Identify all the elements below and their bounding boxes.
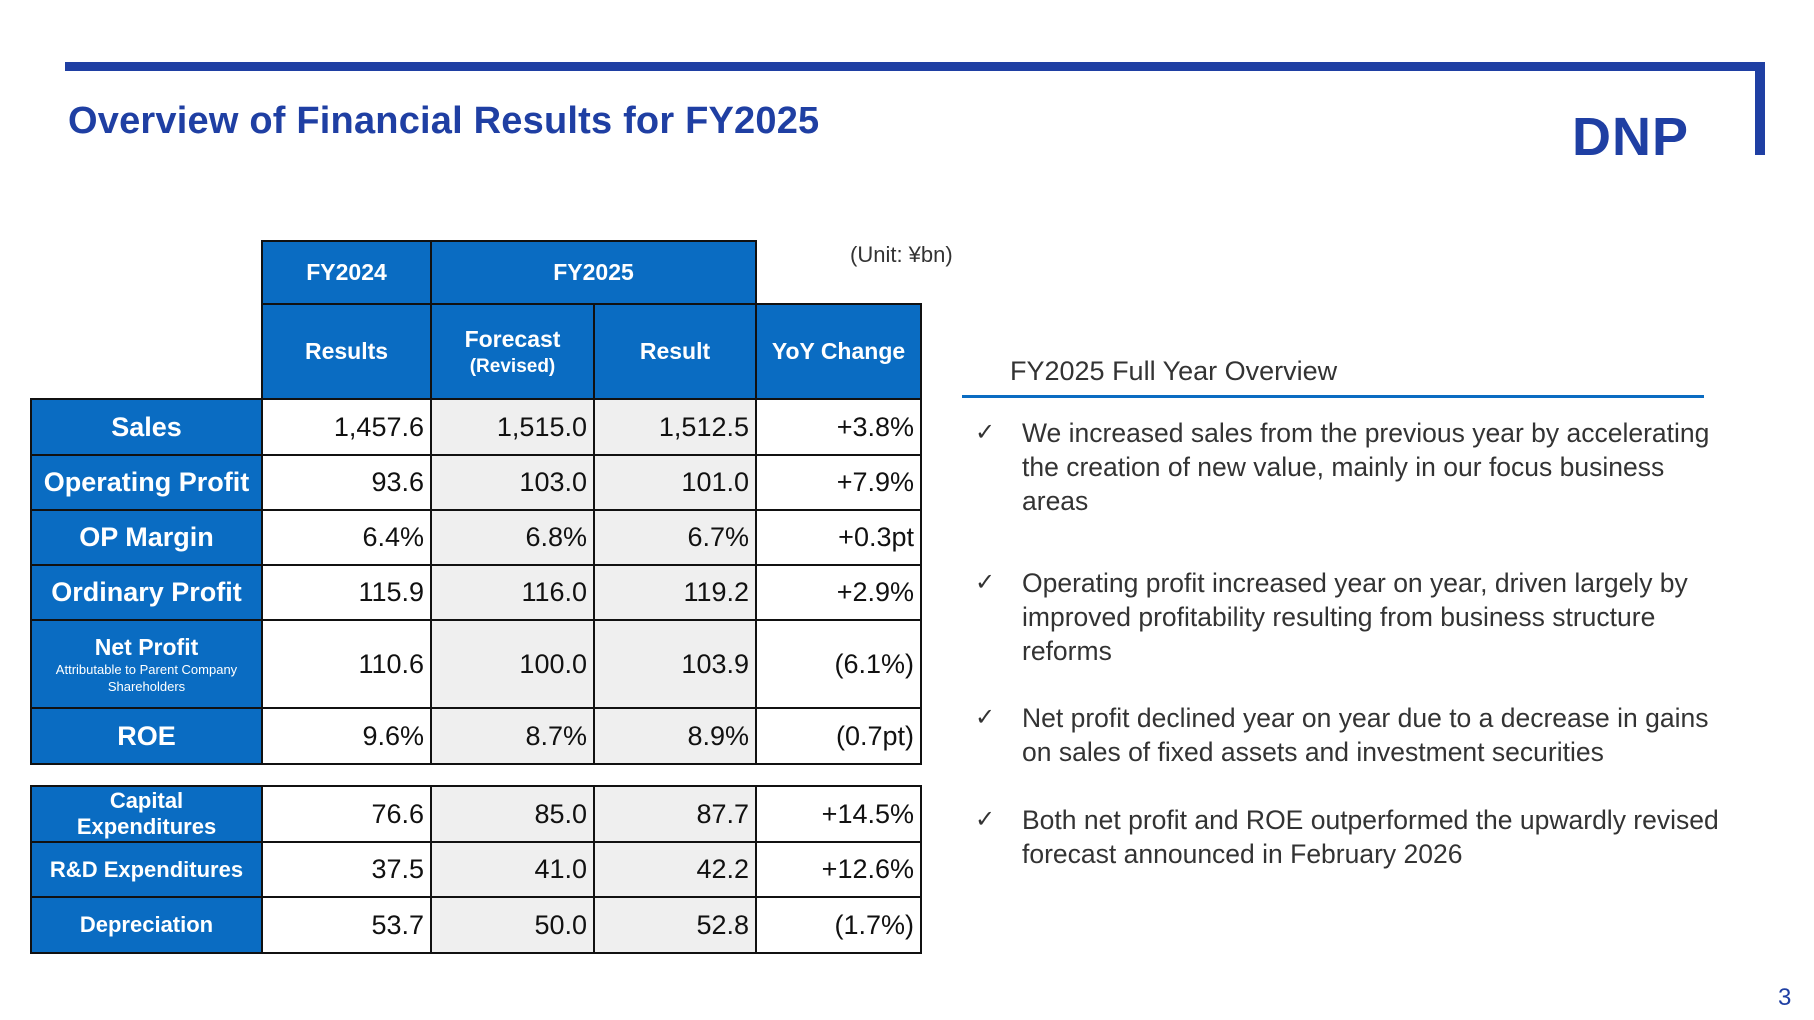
table-row [31,708,921,764]
cell-value: 6.4% [262,510,431,565]
cell-value: (6.1%) [756,620,921,708]
cell-value: 8.9% [594,708,756,764]
overview-bullet [975,416,1735,518]
overview-bullet [975,566,1735,668]
dnp-logo: DNP [1572,107,1690,167]
cell-value: +0.3pt [756,510,921,565]
cell-value: 50.0 [431,897,594,953]
cell-value: 116.0 [431,565,594,620]
cell-value: 37.5 [262,842,431,897]
cell-value: 103.0 [431,455,594,510]
row-label-op-margin: OP Margin [31,510,262,565]
row-label-ordinary-profit: Ordinary Profit [31,565,262,620]
right-rule [1755,62,1765,155]
header-results: Results [262,304,431,399]
cell-value: +7.9% [756,455,921,510]
table-row [31,510,921,565]
header-fy2025: FY2025 [431,241,756,304]
bullet-text: Net profit declined year on year due to a decrease in gains on sales of fixed assets and investment securities [1022,703,1709,767]
cell-value: 53.7 [262,897,431,953]
check-icon: ✓ [975,704,996,731]
table-row [31,455,921,510]
page-title: Overview of Financial Results for FY2025 [68,100,820,142]
check-icon: ✓ [975,569,996,596]
cell-value: 85.0 [431,786,594,842]
expenditure-table [30,785,922,954]
cell-value: 1,457.6 [262,399,431,455]
row-label-sales: Sales [31,399,262,455]
cell-value: 1,512.5 [594,399,756,455]
net-profit-note: Attributable to Parent Company Shareholders [55,661,238,694]
table-corner-right [756,241,921,304]
table-row [31,620,921,708]
cell-value: 42.2 [594,842,756,897]
cell-value: +14.5% [756,786,921,842]
bullet-text: We increased sales from the previous year by accelerating the creation of new value, mainly in our focus business areas [1022,418,1710,516]
header-forecast-label: Forecast [464,325,561,352]
check-icon: ✓ [975,806,996,833]
cell-value: (1.7%) [756,897,921,953]
cell-value: 100.0 [431,620,594,708]
cell-value: 103.9 [594,620,756,708]
financial-results-table [30,240,922,765]
overview-bullet [975,803,1735,871]
cell-value: 41.0 [431,842,594,897]
table-row [31,897,921,953]
row-label-capital-expenditures: Capital Expenditures [31,786,262,842]
check-icon: ✓ [975,419,996,446]
table-row [31,842,921,897]
cell-value: +12.6% [756,842,921,897]
bullet-text: Operating profit increased year on year, driven largely by improved profitability resulting from business structure reforms [1022,568,1688,666]
row-label-operating-profit: Operating Profit [31,455,262,510]
net-profit-label: Net Profit [94,633,199,660]
cell-value: +3.8% [756,399,921,455]
header-result: Result [594,304,756,399]
table-row [31,786,921,842]
cell-value: 9.6% [262,708,431,764]
row-label-rd-expenditures: R&D Expenditures [31,842,262,897]
table-row [31,565,921,620]
cell-value: 101.0 [594,455,756,510]
top-rule [65,62,1765,71]
cell-value: 6.7% [594,510,756,565]
page-number: 3 [1778,984,1792,1011]
cell-value: 76.6 [262,786,431,842]
header-forecast [431,304,594,399]
cell-value: 110.6 [262,620,431,708]
cell-value: (0.7pt) [756,708,921,764]
overview-divider [962,395,1704,398]
overview-bullet [975,701,1735,769]
cell-value: 119.2 [594,565,756,620]
cell-value: 8.7% [431,708,594,764]
table-corner-2 [31,304,262,399]
table-corner [31,241,262,304]
table-row [31,399,921,455]
cell-value: 93.6 [262,455,431,510]
cell-value: 6.8% [431,510,594,565]
row-label-depreciation: Depreciation [31,897,262,953]
header-yoy: YoY Change [756,304,921,399]
cell-value: +2.9% [756,565,921,620]
row-label-roe: ROE [31,708,262,764]
overview-title: FY2025 Full Year Overview [1010,356,1338,386]
header-fy2024: FY2024 [262,241,431,304]
row-label-net-profit [31,620,262,708]
cell-value: 87.7 [594,786,756,842]
unit-label: (Unit: ¥bn) [850,242,953,267]
cell-value: 115.9 [262,565,431,620]
cell-value: 1,515.0 [431,399,594,455]
cell-value: 52.8 [594,897,756,953]
header-forecast-sub: (Revised) [469,355,556,377]
bullet-text: Both net profit and ROE outperformed the upwardly revised forecast announced in February 2026 [1022,805,1719,869]
